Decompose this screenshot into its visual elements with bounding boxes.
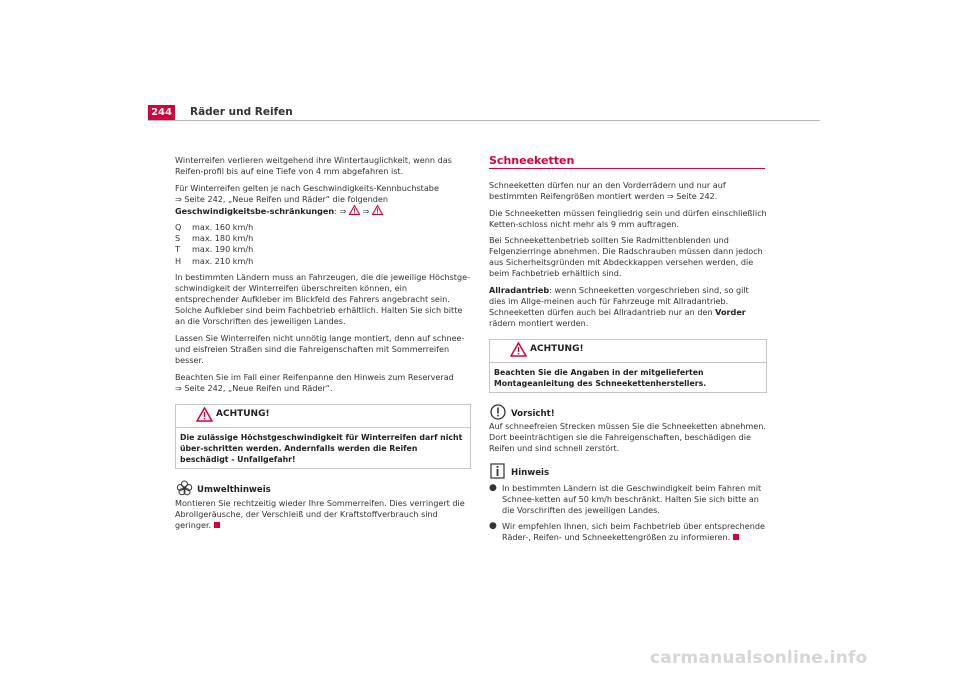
environment-note-title: Umwelthinweis [197,484,271,495]
paragraph: Winterreifen verlieren weitgehend ihre Wintertauglichkeit, wenn das Reifen-profil bis auf eine Tiefe von 4 mm abgefahren ist. [175,155,452,177]
heading-underline [489,168,765,169]
paragraph-text: rädern montiert werden. [489,318,589,329]
bullet-icon: ● [489,482,497,493]
environment-note-header [175,480,471,496]
spec-value: max. 210 km/h [192,255,254,266]
section-title: Räder und Reifen [190,106,293,118]
cross-reference-link[interactable]: ⇒ Seite 242, „Neue Reifen und Räder“ die folgenden [175,193,389,204]
section-end-marker [214,522,220,528]
note-header [489,463,767,479]
environment-note-body: Montieren Sie rechtzeitig wieder Ihre Sommerreifen. Dies verringert die Abrollgeräusche, der Verschleiß und der Kraftstoffverbrauch sind geringer. [175,497,465,530]
exclamation-circle-icon [490,404,506,420]
spec-row [175,256,471,267]
paragraph-text: Beachten Sie im Fall einer Reifenpanne den Hinweis zum Reserverad [175,371,454,382]
paragraph: Die Schneeketten müssen feingliedrig sein und dürfen einschließlich Ketten-schloss nicht mehr als 9 mm auftragen. [489,207,767,229]
caution-text: Auf schneefreien Strecken müssen Sie die Schneeketten abnehmen. Dort beeinträchtigen sie die Fahreigenschaften, beschädigen die Reifen und sind schnell zerstört. [489,421,766,454]
paragraph: Bei Schneekettenbetrieb sollten Sie Radmittenblenden und Felgenzierringe abnehmen. Die Radschrauben müssen dann jedoch aus Sicherheitsgründen mit Abdeckkappen versehen werden, die beim Fachbetrieb erhältlich sind. [489,235,763,279]
bold-term: Geschwindigkeitsbe-schränkungen [175,205,335,216]
paragraph [175,183,471,217]
list-item-text [502,521,767,543]
caution-title: Vorsicht! [511,409,555,420]
list-item-body: Wir empfehlen Ihnen, sich beim Fachbetrieb über entsprechende Räder-, Reifen- und Schneekettengrößen zu informieren. [502,520,765,542]
spec-letter: T [175,244,180,255]
spec-letter: H [175,255,182,266]
spec-value: max. 160 km/h [192,222,254,233]
warning-text: Beachten Sie die Angaben in der mitgelieferten Montageanleitung des Schneekettenherstellers. [494,368,707,389]
warning-title: ACHTUNG! [530,344,584,355]
snow-chains-heading: Schneeketten [489,154,575,167]
warning-triangle-icon [196,407,213,422]
warning-text: Die zulässige Höchstgeschwindigkeit für Winterreifen darf nicht über-schritten werden. Andernfalls werden die Reifen beschädigt - Unfallgefahr! [180,432,463,464]
speed-spec-list [175,222,471,266]
warning-box [175,404,471,469]
spec-row [175,222,471,233]
warning-header [176,405,470,428]
bold-term: Allradantrieb [489,284,550,295]
warning-header [490,340,766,363]
paragraph: Lassen Sie Winterreifen nicht unnötig lange montiert, denn auf schnee- und eisfreien Straßen sind die Fahreigenschaften mit Sommerreifen besser. [175,332,465,366]
note-list [489,483,767,543]
paragraph [489,285,767,329]
warning-triangle-icon[interactable] [372,205,383,215]
site-watermark: carmanualsonline.info [650,648,868,668]
arrow-text: : ⇒ [334,205,347,216]
arrow-text: ⇒ [362,205,370,216]
spec-letter: S [175,233,181,244]
warning-triangle-icon [510,342,527,357]
paragraph: In bestimmten Ländern muss an Fahrzeugen, die die jeweilige Höchstge-schwindigkeit der Winterreifen überschreiten können, ein entsprechender Aufkleber im Blickfeld des Fahrers angebracht sein. Solche Aufkleber sind beim Fachbetrieb erhältlich. Halten Sie sich bitte an die Vorschriften des jeweiligen Landes. [175,272,471,327]
list-item [489,483,767,516]
header-divider [148,120,820,121]
section-end-marker [733,534,739,540]
list-item [489,521,767,543]
caution-header [489,404,767,420]
bullet-icon: ● [489,520,497,531]
cross-reference-link[interactable]: ⇒ Seite 242, „Neue Reifen und Räder“. [175,382,333,393]
paragraph [175,372,471,394]
info-note-icon [490,463,505,479]
spec-row [175,233,471,244]
paragraph: Schneeketten dürfen nur an den Vorderrädern und nur auf bestimmten Reifengrößen montiert werden ⇒ Seite 242. [489,180,726,202]
warning-box [489,339,767,393]
paragraph-text: : wenn Schneeketten vorgeschrieben sind, so gilt dies im Allge-meinen auch für Fahrzeuge mit Allradantrieb. Schneeketten dürfen auch bei Allradantrieb nur an den [489,284,749,318]
spec-letter: Q [175,222,182,233]
spec-value: max. 190 km/h [192,244,254,255]
bold-term: Vorder [715,307,746,318]
right-column [489,180,767,548]
note-title: Hinweis [511,467,550,478]
paragraph-text: Für Winterreifen gelten je nach Geschwindigkeits-Kennbuchstabe [175,182,439,193]
flower-environment-icon [176,480,193,496]
spec-value: max. 180 km/h [192,233,254,244]
warning-triangle-icon[interactable] [349,205,360,215]
environment-note-text [175,498,471,531]
warning-title: ACHTUNG! [216,408,270,419]
spec-row [175,244,471,255]
left-column [175,155,471,536]
page-number: 244 [148,105,175,120]
list-item-text: In bestimmten Ländern ist die Geschwindigkeit beim Fahren mit Schnee-ketten auf 50 km/h beschränkt. Halten Sie sich bitte an die Vorschriften des jeweiligen Landes. [502,482,762,515]
